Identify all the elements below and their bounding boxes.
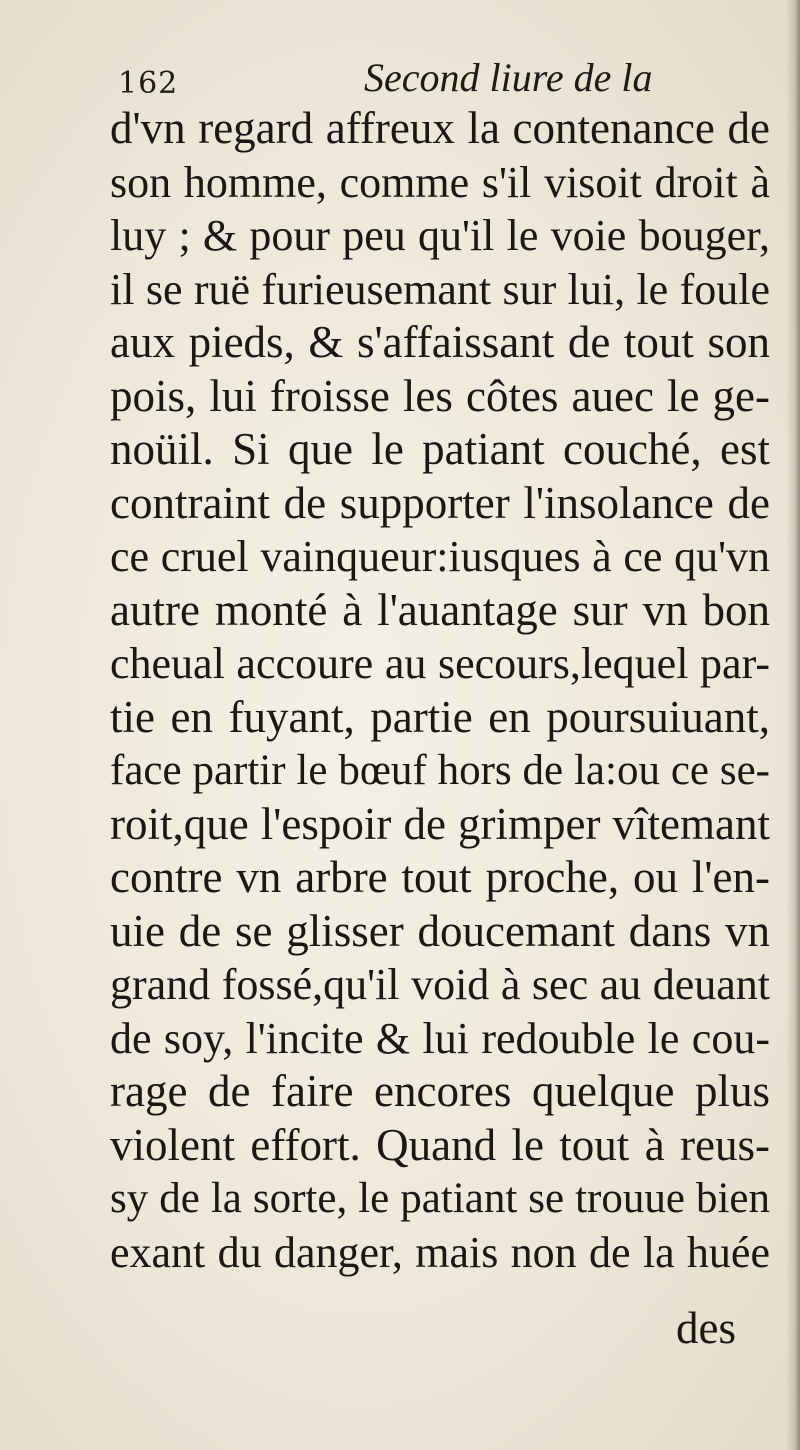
text-line: uie de se glisser doucemant dans vn xyxy=(110,905,770,956)
text-line: rage de faire encores quelque plus xyxy=(110,1066,770,1116)
text-line: sy de la sorte, le patiant se trouue bien xyxy=(110,1175,770,1222)
text-line: autre monté à l'auantage sur vn bon xyxy=(110,584,770,635)
catchword: des xyxy=(676,1303,736,1353)
text-line: roit,que l'espoir de grimper vîtemant xyxy=(110,798,770,849)
text-line: contraint de supporter l'insolance de xyxy=(110,477,770,528)
text-line: violent effort. Quand le tout à reus- xyxy=(110,1119,770,1170)
text-line: luy ; & pour peu qu'il le voie bouger, xyxy=(110,211,770,260)
text-line: cheual accoure au secours,lequel par- xyxy=(110,639,770,688)
text-line: noüil. Si que le patiant couché, est xyxy=(110,424,770,474)
running-head xyxy=(118,48,658,104)
text-line: ce cruel vainqueur:iusques à ce qu'vn xyxy=(110,532,770,581)
text-line: aux pieds, & s'affaissant de tout son xyxy=(110,317,770,367)
text-line: pois, lui froisse les côtes auec le ge- xyxy=(110,370,770,421)
text-line: contre vn arbre tout proche, ou l'en- xyxy=(110,852,770,902)
text-line: d'vn regard affreux la contenance de xyxy=(110,103,770,153)
text-line: de soy, l'incite & lui redouble le cou- xyxy=(110,1013,770,1063)
page-edge-shadow xyxy=(786,0,800,1450)
running-title: Second liure de la xyxy=(364,55,653,100)
page-number: 162 xyxy=(118,66,179,101)
text-line: il se ruë furieusemant sur lui, le foule xyxy=(110,264,770,314)
text-line: face partir le bœuf hors de la:ou ce se- xyxy=(110,747,770,794)
text-line: tie en fuyant, partie en poursuiuant, xyxy=(110,691,770,742)
text-line: exant du danger, mais non de la huée xyxy=(110,1227,770,1277)
text-line: son homme, comme s'il visoit droit à xyxy=(110,157,770,207)
body-text xyxy=(110,102,770,1279)
text-line: grand fossé,qu'il void à sec au deuant xyxy=(110,960,770,1009)
